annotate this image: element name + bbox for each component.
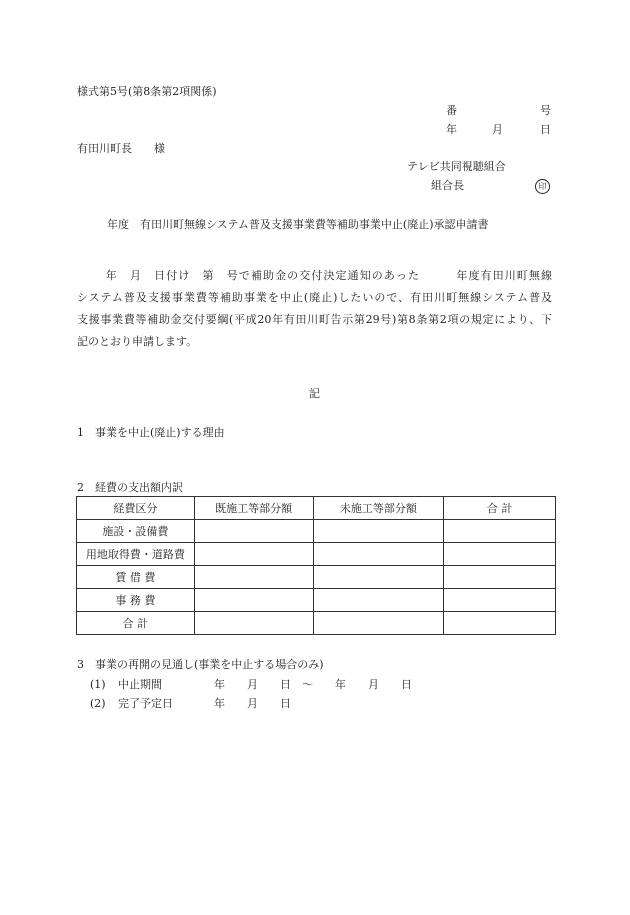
body-line: システム普及支援事業費等補助事業を中止(廃止)したいので、有田川町無線システム普及 <box>77 291 552 304</box>
item-2-dates: 年 月 日 <box>214 697 291 710</box>
date-year-label: 年 <box>446 123 457 136</box>
document-title: 年度 有田川町無線システム普及支援事業費等補助事業中止(廃止)承認申請書 <box>107 218 489 231</box>
row-label: 施設・設備費 <box>77 520 195 543</box>
row-label: 賃 借 費 <box>77 566 195 589</box>
section-2-heading: 2 経費の支出額内訳 <box>77 481 183 494</box>
item-2-label: 完了予定日 <box>118 697 173 710</box>
item-1-number: (1) <box>90 678 106 691</box>
body-line: 記のとおり申請します。 <box>77 335 198 348</box>
table-header-row <box>77 497 556 520</box>
table-cell[interactable] <box>444 566 556 589</box>
table-cell[interactable] <box>313 566 444 589</box>
cost-breakdown-table <box>76 496 556 635</box>
table-row <box>77 543 556 566</box>
table-cell[interactable] <box>194 520 313 543</box>
item-1-label: 中止期間 <box>118 678 162 691</box>
table-cell[interactable] <box>313 520 444 543</box>
table-cell[interactable] <box>444 589 556 612</box>
body-paragraph <box>77 265 552 353</box>
table-cell[interactable] <box>194 543 313 566</box>
table-header-cell: 合 計 <box>444 497 556 520</box>
addressee: 有田川町長 様 <box>77 142 165 155</box>
table-row <box>77 589 556 612</box>
item-1-dates: 年 月 日 ～ 年 月 日 <box>214 678 412 691</box>
date-day-label: 日 <box>540 123 551 136</box>
table-cell[interactable] <box>313 543 444 566</box>
form-number: 様式第5号(第8条第2項関係) <box>77 85 217 98</box>
table-cell[interactable] <box>313 612 444 635</box>
table-cell[interactable] <box>313 589 444 612</box>
row-label: 合 計 <box>77 612 195 635</box>
table-row <box>77 520 556 543</box>
table-row <box>77 612 556 635</box>
table-row <box>77 566 556 589</box>
applicant-role: 組合長 <box>431 179 464 192</box>
table-header-cell: 既施工等部分額 <box>194 497 313 520</box>
section-3-heading: 3 事業の再開の見通し(事業を中止する場合のみ) <box>77 658 324 671</box>
date-month-label: 月 <box>492 123 503 136</box>
doc-number-ban-label: 番 <box>446 104 457 117</box>
table-cell[interactable] <box>444 612 556 635</box>
table-header-cell: 未施工等部分額 <box>313 497 444 520</box>
seal-icon: 印 <box>535 179 550 194</box>
table-cell[interactable] <box>194 566 313 589</box>
body-line: 支援事業費等補助金交付要綱(平成20年有田川町告示第29号)第8条第2項の規定により、下 <box>77 313 552 326</box>
body-line: 年 月 日付け 第 号で補助金の交付決定通知のあった 年度有田川町無線 <box>77 269 552 282</box>
applicant-org: テレビ共同視聴組合 <box>407 160 506 173</box>
table-cell[interactable] <box>194 612 313 635</box>
row-label: 用地取得費・道路費 <box>77 543 195 566</box>
table-cell[interactable] <box>194 589 313 612</box>
item-2-number: (2) <box>90 697 106 710</box>
table-cell[interactable] <box>444 543 556 566</box>
table-cell[interactable] <box>444 520 556 543</box>
row-label: 事 務 費 <box>77 589 195 612</box>
section-1-heading: 1 事業を中止(廃止)する理由 <box>77 426 225 439</box>
table-header-cell: 経費区分 <box>77 497 195 520</box>
doc-number-go-label: 号 <box>540 104 551 117</box>
ki-heading: 記 <box>309 387 320 400</box>
